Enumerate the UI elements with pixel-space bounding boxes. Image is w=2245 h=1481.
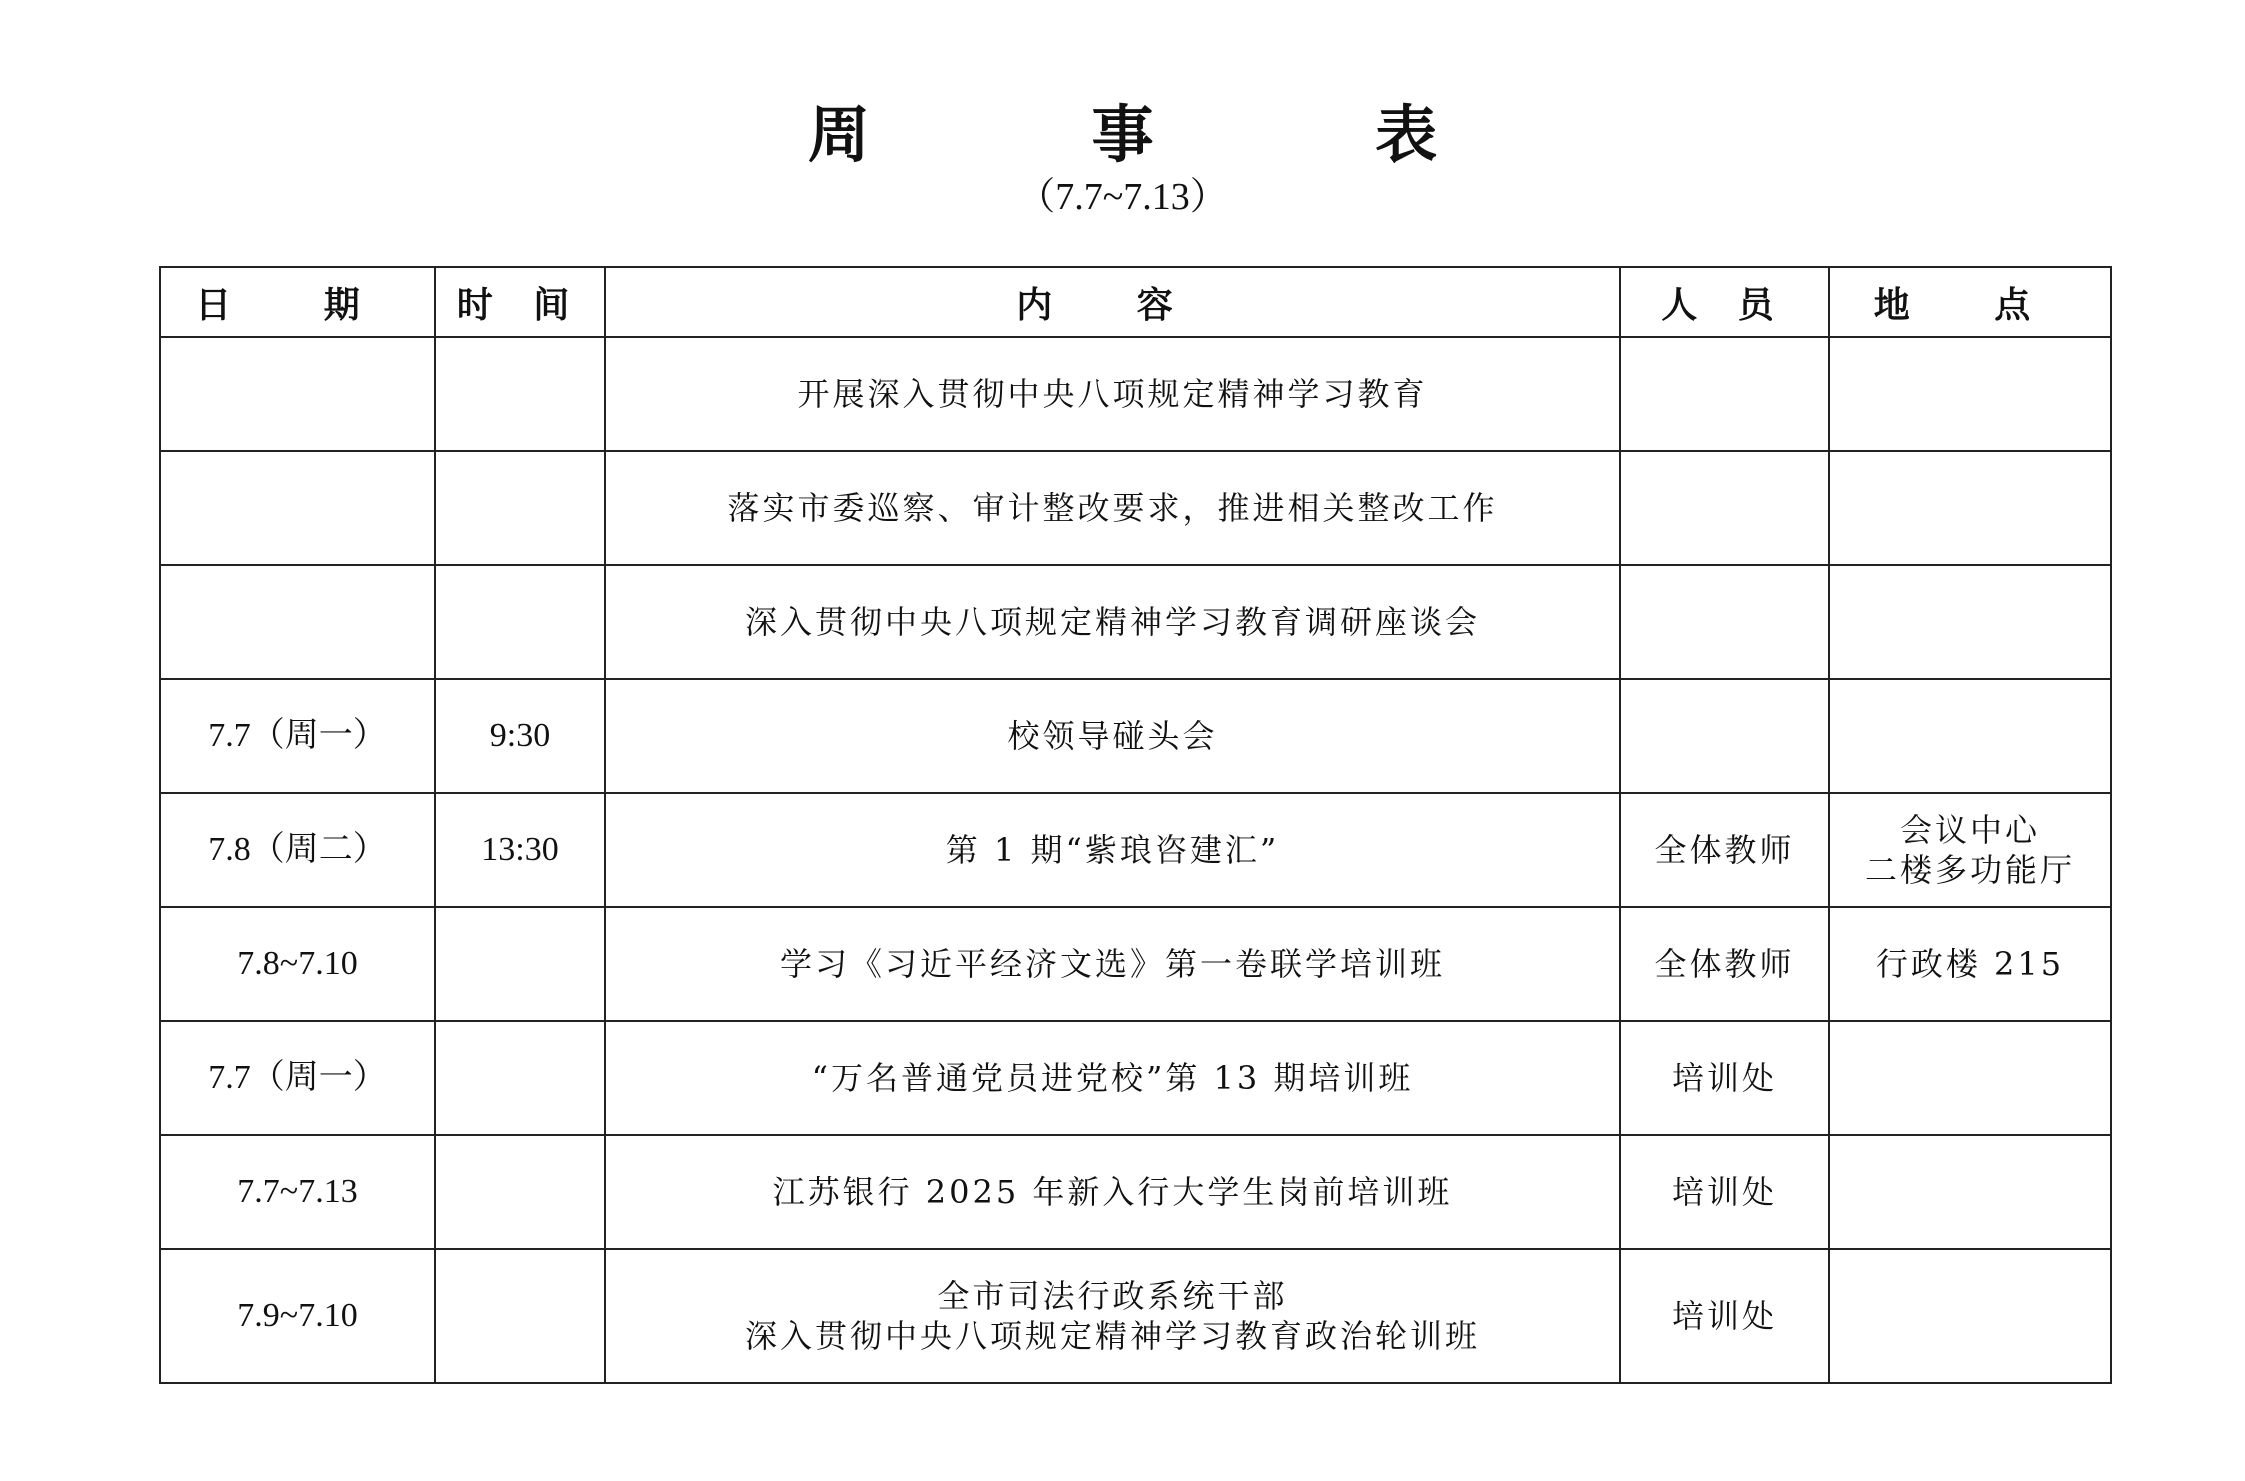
table-row [160, 679, 2111, 793]
cell-location-line: 二楼多功能厅 [1864, 851, 2075, 889]
cell-location [1829, 1249, 2111, 1383]
cell-location [1829, 565, 2111, 679]
column-header-people-label: 人 员 [1661, 284, 1788, 326]
cell-date: 7.9~7.10 [160, 1249, 435, 1383]
cell-content-line: “万名普通党员进党校”第 13 期培训班 [811, 1059, 1414, 1097]
table-row [160, 1135, 2111, 1249]
cell-location [1829, 1135, 2111, 1249]
column-header-content-label: 内 容 [1016, 284, 1209, 326]
cell-content-line: 深入贯彻中央八项规定精神学习教育调研座谈会 [744, 603, 1480, 641]
page-title [0, 95, 2245, 175]
cell-date [160, 451, 435, 565]
cell-location-line: 行政楼 215 [1875, 945, 2065, 983]
cell-time: 9:30 [435, 679, 605, 793]
cell-time [435, 1021, 605, 1135]
cell-content [605, 337, 1620, 451]
table-row [160, 1021, 2111, 1135]
cell-location-line: 会议中心 [1899, 811, 2040, 849]
date-range-text: （7.7~7.13） [1017, 176, 1228, 218]
cell-location [1829, 793, 2111, 907]
column-header-location [1829, 267, 2111, 337]
column-header-time [435, 267, 605, 337]
cell-date: 7.7（周一） [160, 1021, 435, 1135]
table-row [160, 451, 2111, 565]
cell-people [1620, 679, 1829, 793]
cell-time: 13:30 [435, 793, 605, 907]
cell-time [435, 565, 605, 679]
cell-time [435, 451, 605, 565]
cell-content [605, 1021, 1620, 1135]
cell-content-line: 校领导碰头会 [1007, 717, 1218, 755]
cell-location [1829, 679, 2111, 793]
cell-content-line: 全市司法行政系统干部 [937, 1277, 1288, 1315]
cell-location [1829, 907, 2111, 1021]
cell-location [1829, 337, 2111, 451]
cell-people: 培训处 [1620, 1021, 1829, 1135]
cell-date: 7.8（周二） [160, 793, 435, 907]
cell-content [605, 1135, 1620, 1249]
cell-content-line: 学习《习近平经济文选》第一卷联学培训班 [779, 945, 1445, 983]
cell-content-line: 深入贯彻中央八项规定精神学习教育政治轮训班 [744, 1317, 1480, 1355]
cell-date: 7.8~7.10 [160, 907, 435, 1021]
cell-people [1620, 337, 1829, 451]
cell-people: 培训处 [1620, 1249, 1829, 1383]
cell-people: 全体教师 [1620, 907, 1829, 1021]
cell-date: 7.7（周一） [160, 679, 435, 793]
cell-content-line: 第 1 期“紫琅咨建汇” [945, 831, 1280, 869]
cell-content-line: 开展深入贯彻中央八项规定精神学习教育 [797, 375, 1428, 413]
cell-date: 7.7~7.13 [160, 1135, 435, 1249]
column-header-people [1620, 267, 1829, 337]
cell-people [1620, 451, 1829, 565]
cell-people: 培训处 [1620, 1135, 1829, 1249]
date-range [0, 172, 2245, 222]
cell-time [435, 337, 605, 451]
table-row [160, 907, 2111, 1021]
cell-people: 全体教师 [1620, 793, 1829, 907]
cell-content [605, 451, 1620, 565]
cell-content [605, 793, 1620, 907]
table-header-row [160, 267, 2111, 337]
cell-date [160, 337, 435, 451]
cell-content [605, 1249, 1620, 1383]
page-title-text: 周 事 表 [807, 98, 1538, 171]
table-row [160, 565, 2111, 679]
cell-content-line: 落实市委巡察、审计整改要求，推进相关整改工作 [727, 489, 1498, 527]
cell-content [605, 679, 1620, 793]
cell-location [1829, 1021, 2111, 1135]
table-row [160, 1249, 2111, 1383]
weekly-schedule-table [159, 266, 2112, 1384]
cell-time [435, 1249, 605, 1383]
cell-time [435, 907, 605, 1021]
column-header-date [160, 267, 435, 337]
cell-content [605, 565, 1620, 679]
cell-content-line: 江苏银行 2025 年新入行大学生岗前培训班 [772, 1173, 1453, 1211]
table-row [160, 793, 2111, 907]
cell-content [605, 907, 1620, 1021]
cell-people [1620, 565, 1829, 679]
column-header-time-label: 时 间 [456, 284, 584, 326]
cell-time [435, 1135, 605, 1249]
table-row [160, 337, 2111, 451]
cell-location [1829, 451, 2111, 565]
column-header-date-label: 日 期 [195, 284, 400, 326]
cell-date [160, 565, 435, 679]
column-header-content [605, 267, 1620, 337]
column-header-location-label: 地 点 [1873, 284, 2067, 326]
